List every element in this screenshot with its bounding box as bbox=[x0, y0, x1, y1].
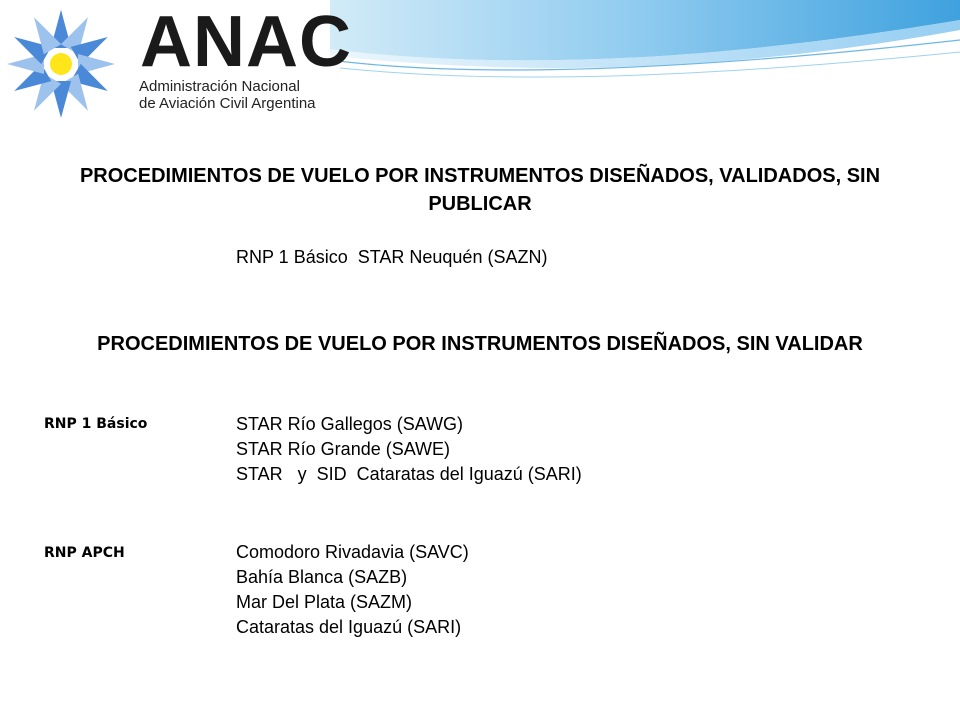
anac-emblem-icon bbox=[3, 6, 119, 122]
category-label-rnp1-basico: RNP 1 Básico bbox=[44, 416, 148, 432]
list-item: STAR y SID Cataratas del Iguazú (SARI) bbox=[236, 464, 582, 484]
list-item: STAR Río Gallegos (SAWG) bbox=[236, 414, 464, 434]
list-item: STAR Río Grande (SAWE) bbox=[236, 439, 451, 459]
list-item: Bahía Blanca (SAZB) bbox=[236, 567, 408, 587]
logo-subtitle-line-1: Administración Nacional bbox=[139, 78, 300, 95]
list-item: Comodoro Rivadavia (SAVC) bbox=[236, 542, 469, 562]
list-item: Mar Del Plata (SAZM) bbox=[236, 592, 413, 612]
logo-subtitle-line-2: de Aviación Civil Argentina bbox=[139, 95, 316, 112]
rnp1-basico-procedure-list bbox=[236, 412, 582, 487]
logo-subtitle bbox=[139, 78, 316, 112]
heading-validated-procedures: PROCEDIMIENTOS DE VUELO POR INSTRUMENTOS DISEÑADOS, VALIDADOS, SIN PUBLICAR bbox=[79, 165, 881, 215]
list-item: Cataratas del Iguazú (SARI) bbox=[236, 617, 462, 637]
rnp-apch-procedure-list bbox=[236, 540, 469, 640]
logo-wordmark: ANAC bbox=[140, 2, 352, 82]
category-label-rnp-apch: RNP APCH bbox=[44, 545, 125, 561]
heading-not-validated-procedures: PROCEDIMIENTOS DE VUELO POR INSTRUMENTOS DISEÑADOS, SIN VALIDAR bbox=[97, 333, 863, 355]
validated-procedure-item: RNP 1 Básico STAR Neuquén (SAZN) bbox=[236, 247, 548, 267]
header-swoosh-graphic bbox=[320, 0, 960, 90]
anac-logo bbox=[0, 0, 352, 125]
